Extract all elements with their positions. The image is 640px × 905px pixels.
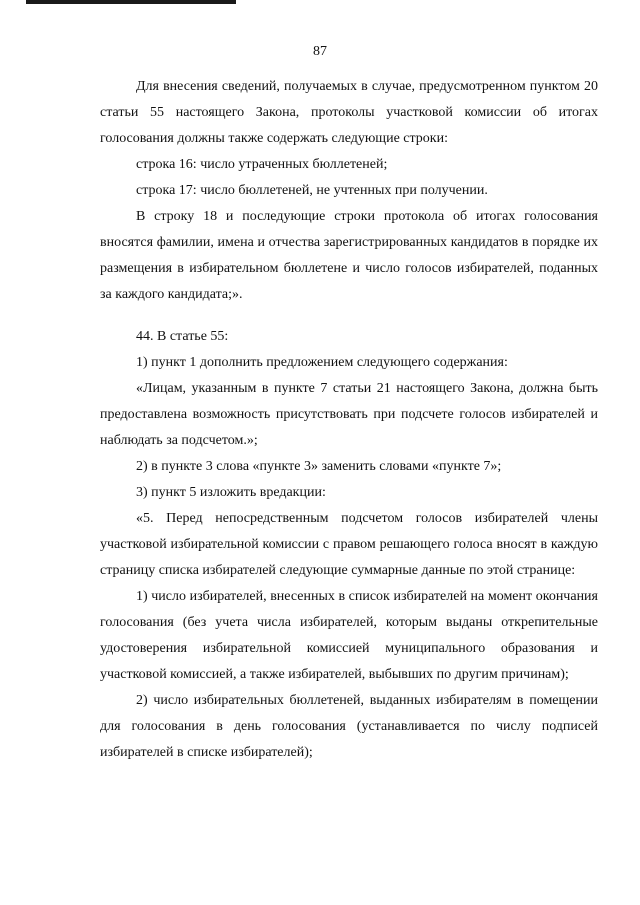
paragraph-line-18: В строку 18 и последующие строки протокола об итогах голосования вносятся фамилии, имена и отчества зарегистрированных кандидатов в порядке их размещения в избирательном бюллетене и число голосов избирателей, поданных за каждого кандидата;». [100, 209, 598, 302]
scan-edge-rule [26, 0, 236, 4]
paragraph-item-2: 2) в пункте 3 слова «пункте 3» заменить словами «пункте 7»; [136, 459, 502, 474]
paragraph-protocol-lines: Для внесения сведений, получаемых в случае, предусмотренном пунктом 20 статьи 55 настоящего Закона, протоколы участковой комиссии об итогах голосования должны также содержать следующие строки: [100, 79, 598, 146]
paragraph-item-1: 1) пункт 1 дополнить предложением следующего содержания: [136, 355, 508, 370]
paragraph-article-44: 44. В статье 55: [136, 329, 229, 344]
paragraph-subpoint-1: 1) число избирателей, внесенных в список избирателей на момент окончания голосования (без учета числа избирателей, которым выданы открепительные удостоверения избирательной комиссией муниципального образования и участковой комиссией, а также избирателей, выбывших по другим причинам); [100, 589, 598, 682]
paragraph-line-16: строка 16: число утраченных бюллетеней; [136, 157, 388, 172]
page-number: 87 [313, 44, 327, 59]
document-body [100, 74, 598, 766]
paragraph-point-5: «5. Перед непосредственным подсчетом голосов избирателей члены участковой избирательной комиссии с правом решающего голоса вносят в каждую страницу списка избирателей следующие суммарные данные по этой странице: [100, 511, 598, 578]
paragraph-line-17: строка 17: число бюллетеней, не учтенных при получении. [136, 183, 488, 198]
paragraph-item-3: 3) пункт 5 изложить вредакции: [136, 485, 326, 500]
paragraph-subpoint-2: 2) число избирательных бюллетеней, выданных избирателям в помещении для голосования в день голосования (устанавливается по числу подписей избирателей в списке избирателей); [100, 693, 598, 760]
paragraph-quote-persons: «Лицам, указанным в пункте 7 статьи 21 настоящего Закона, должна быть предоставлена возможность присутствовать при подсчете голосов избирателей и наблюдать за подсчетом.»; [100, 381, 598, 448]
